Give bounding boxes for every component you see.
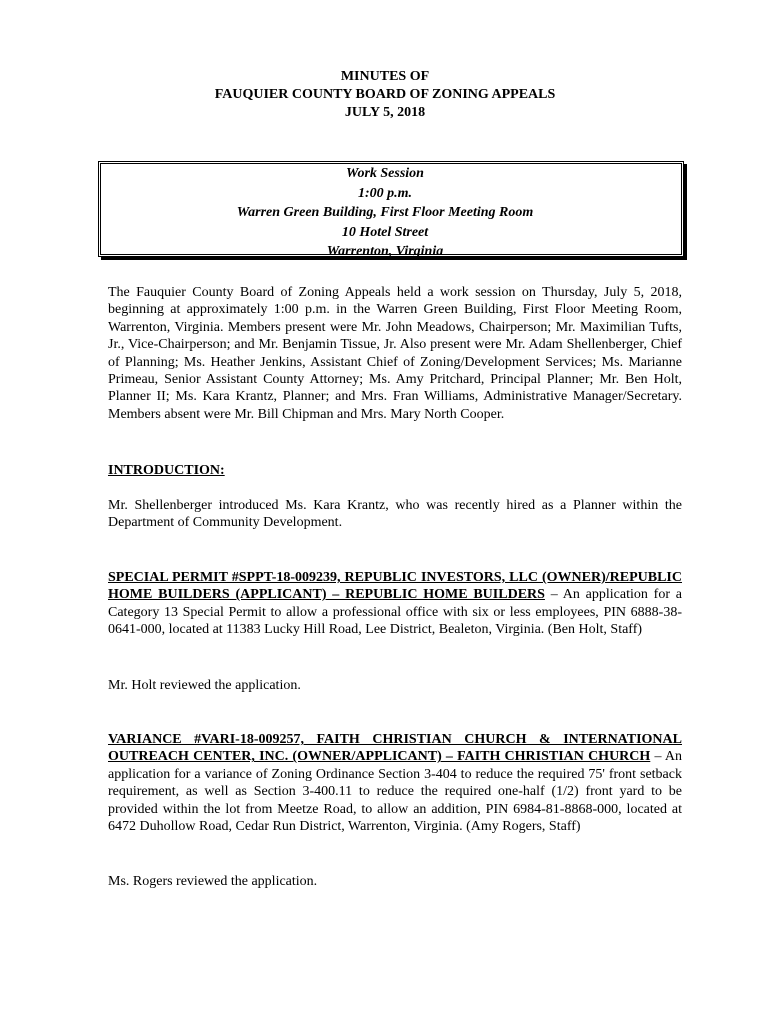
- header-line-3: JULY 5, 2018: [344, 105, 426, 120]
- special-permit-paragraph: [108, 569, 682, 639]
- minutes-header: [0, 68, 770, 122]
- special-permit-review: Mr. Holt reviewed the application.: [108, 678, 301, 693]
- opening-paragraph: The Fauquier County Board of Zoning Appeals held a work session on Thursday, July 5, 2018, beginning at approximately 1:00 p.m. in the Warren Green Building, First Floor Meeting Room, Warrenton, Virginia. Members present were Mr. John Meadows, Chairperson; Mr. Maximilian Tufts, Jr., Vice-Chairperson; and Mr. Benjamin Tissue, Jr. Also present were Mr. Adam Shellenberger, Chief of Planning; Ms. Heather Jenkins, Assistant Chief of Zoning/Development Services; Ms. Marianne Primeau, Senior Assistant County Attorney; Ms. Amy Pritchard, Principal Planner; Mr. Ben Holt, Planner II; Ms. Kara Krantz, Planner; and Mrs. Fran Williams, Administrative Manager/Secretary. Members absent were Mr. Bill Chipman and Mrs. Mary North Cooper.: [108, 285, 682, 422]
- session-city: Warrenton, Virginia: [326, 244, 444, 259]
- variance-dash: –: [650, 749, 665, 765]
- session-building: Warren Green Building, First Floor Meeting Room: [236, 205, 534, 220]
- variance-heading: VARIANCE #VARI-18-009257, FAITH CHRISTIAN CHURCH & INTERNATIONAL OUTREACH CENTER, INC. (OWNER/APPLICANT) – FAITH CHRISTIAN CHURCH: [108, 732, 682, 765]
- session-type: Work Session: [346, 166, 424, 181]
- introduction-text: Mr. Shellenberger introduced Ms. Kara Krantz, who was recently hired as a Planner within the Department of Community Development.: [108, 498, 682, 531]
- introduction-heading-text: INTRODUCTION:: [108, 463, 225, 478]
- session-time: 1:00 p.m.: [357, 185, 413, 201]
- special-permit-description: An application for a Category 13 Special Permit to allow a professional office with six or less employees, PIN 6888-38-0641-000, located at 11383 Lucky Hill Road, Lee District, Bealeton, Virginia. (Ben Holt, Staff): [108, 587, 682, 638]
- variance-description: An application for a variance of Zoning Ordinance Section 3-404 to reduce the required 75' front setback requirement, as well as Section 3-400.11 to reduce the required one-half (1/2) front yard to be provided within the lot from Meetze Road, to allow an addition, PIN 6984-81-8868-000, located at 6472 Duhollow Road, Cedar Run District, Warrenton, Virginia. (Amy Rogers, Staff): [108, 749, 682, 835]
- special-permit-dash: –: [544, 587, 563, 603]
- header-line-1: MINUTES OF: [340, 69, 430, 84]
- variance-review: Ms. Rogers reviewed the application.: [108, 874, 318, 889]
- introduction-heading: [108, 462, 682, 479]
- variance-paragraph: [108, 731, 682, 835]
- header-line-2: FAUQUIER COUNTY BOARD OF ZONING APPEALS: [214, 87, 556, 102]
- session-street: 10 Hotel Street: [341, 224, 429, 240]
- special-permit-heading: SPECIAL PERMIT #SPPT-18-009239, REPUBLIC INVESTORS, LLC (OWNER)/REPUBLIC HOME BUILDERS (APPLICANT) – REPUBLIC HOME BUILDERS: [108, 570, 682, 603]
- session-box-text: [0, 164, 770, 262]
